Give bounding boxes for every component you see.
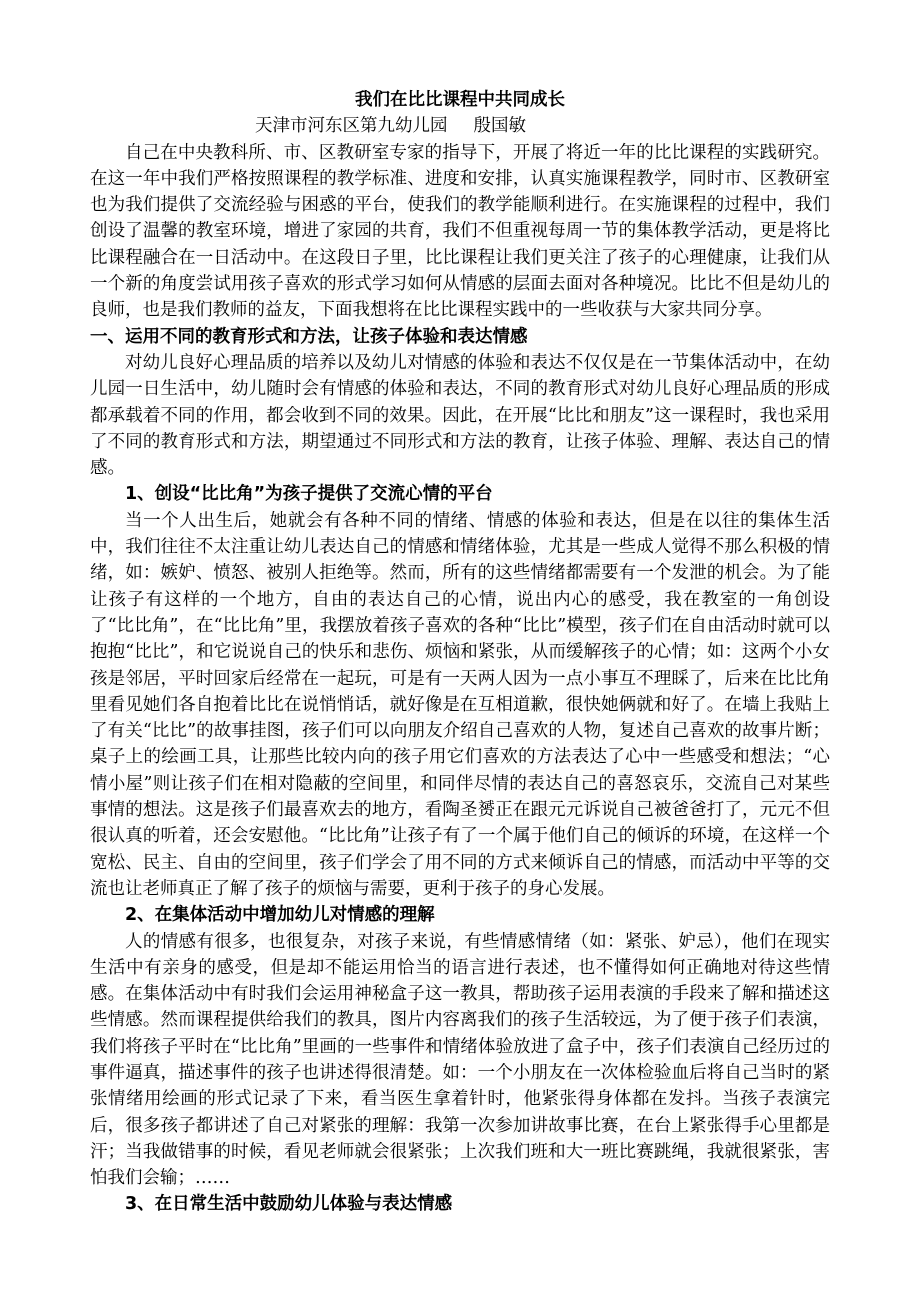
author-byline (90, 113, 830, 139)
document-body (90, 87, 830, 1218)
intro-paragraph: 自己在中央教科所、市、区教研室专家的指导下，开展了将近一年的比比课程的实践研究。在这一年中我们严格按照课程的教学标准、进度和安排，认真实施课程教学，同时市、区教研室也为我们提供了交流经验与困惑的平台，使我们的教学能顺利进行。在实施课程的过程中，我们创设了温馨的教室环境，增进了家园的共育，我们不但重视每周一节的集体教学活动，更是将比比课程融合在一日活动中。在这段日子里，比比课程让我们更关注了孩子的心理健康，让我们从一个新的角度尝试用孩子喜欢的形式学习如何从情感的层面去面对各种境况。比比不但是幼儿的良师，也是我们教师的益友，下面我想将在比比课程实践中的一些收获与大家共同分享。 (90, 142, 830, 321)
subsection1-heading: 1、创设“比比角”为孩子提供了交流心情的平台 (125, 484, 493, 505)
section1-intro-paragraph: 对幼儿良好心理品质的培养以及幼儿对情感的体验和表达不仅仅是在一节集体活动中，在幼儿园一日生活中，幼儿随时会有情感的体验和表达，不同的教育形式对幼儿良好心理品质的形成都承载着不同的作用，都会收到不同的效果。因此，在开展“比比和朋友”这一课程时，我也采用了不同的教育形式和方法，期望通过不同形式和方法的教育，让孩子体验、理解、表达自己的情感。 (90, 352, 830, 479)
author-org: 天津市河东区第九幼儿园 (255, 116, 448, 137)
subsection2-paragraph: 人的情感有很多，也很复杂，对孩子来说，有些情感情绪（如：紧张、妒忌），他们在现实生活中有亲身的感受，但是却不能运用恰当的语言进行表述，也不懂得如何正确地对待这些情感。在集体活动中有时我们会运用神秘盒子这一教具，帮助孩子运用表演的手段来了解和描述这些情感。然而课程提供给我们的教具，图片内容离我们的孩子生活较远，为了便于孩子们表演，我们将孩子平时在“比比角”里画的一些事件和情绪体验放进了盒子中，孩子们表演自己经历过的事件逼真，描述事件的孩子也讲述得很清楚。如：一个小朋友在一次体检验血后将自己当时的紧张情绪用绘画的形式记录了下来，看当医生拿着针时，他紧张得身体都在发抖。当孩子表演完后，很多孩子都讲述了自己对紧张的理解：我第一次参加讲故事比赛，在台上紧张得手心里都是汗；当我做错事的时候，看见老师就会很紧张；上次我们班和大一班比赛跳绳，我就很紧张，害怕我们会输；…… (90, 931, 830, 1189)
subsection3-heading: 3、在日常生活中鼓励幼儿体验与表达情感 (125, 1194, 453, 1215)
subsection2-heading: 2、在集体活动中增加幼儿对情感的理解 (125, 905, 435, 926)
subsection1-paragraph: 当一个人出生后，她就会有各种不同的情绪、情感的体验和表达，但是在以往的集体生活中，我们往往不太注重让幼儿表达自己的情感和情绪体验，尤其是一些成人觉得不那么积极的情绪，如：嫉妒、愤怒、被别人拒绝等。然而，所有的这些情绪都需要有一个发泄的机会。为了能让孩子有这样的一个地方，自由的表达自己的心情，说出内心的感受，我在教室的一角创设了“比比角”，在“比比角”里，我摆放着孩子喜欢的各种“比比”模型，孩子们在自由活动时就可以抱抱“比比”，和它说说自己的快乐和悲伤、烦恼和紧张，从而缓解孩子的心情；如：这两个小女孩是邻居，平时回家后经常在一起玩，可是有一天两人因为一点小事互不理睬了，后来在比比角里看见她们各自抱着比比在说悄悄话，就好像是在互相道歉，很快她俩就和好了。在墙上我贴上了有关“比比”的故事挂图，孩子们可以向朋友介绍自己喜欢的人物，复述自己喜欢的故事片断；桌子上的绘画工具，让那些比较内向的孩子用它们喜欢的方法表达了心中一些感受和想法；“心情小屋”则让孩子们在相对隐蔽的空间里，和同伴尽情的表达自己的喜怒哀乐，交流自己对某些事情的想法。这是孩子们最喜欢去的地方，看陶圣赟正在跟元元诉说自己被爸爸打了，元元不但很认真的听着，还会安慰他。“比比角”让孩子有了一个属于他们自己的倾诉的环境，在这样一个宽松、民主、自由的空间里，孩子们学会了用不同的方式来倾诉自己的情感，而活动中平等的交流也让老师真正了解了孩子的烦恼与需要，更利于孩子的身心发展。 (90, 510, 830, 899)
author-name: 殷国敏 (473, 116, 526, 137)
document-title: 我们在比比课程中共同成长 (355, 90, 565, 110)
section1-heading: 一、运用不同的教育形式和方法，让孩子体验和表达情感 (90, 326, 528, 347)
